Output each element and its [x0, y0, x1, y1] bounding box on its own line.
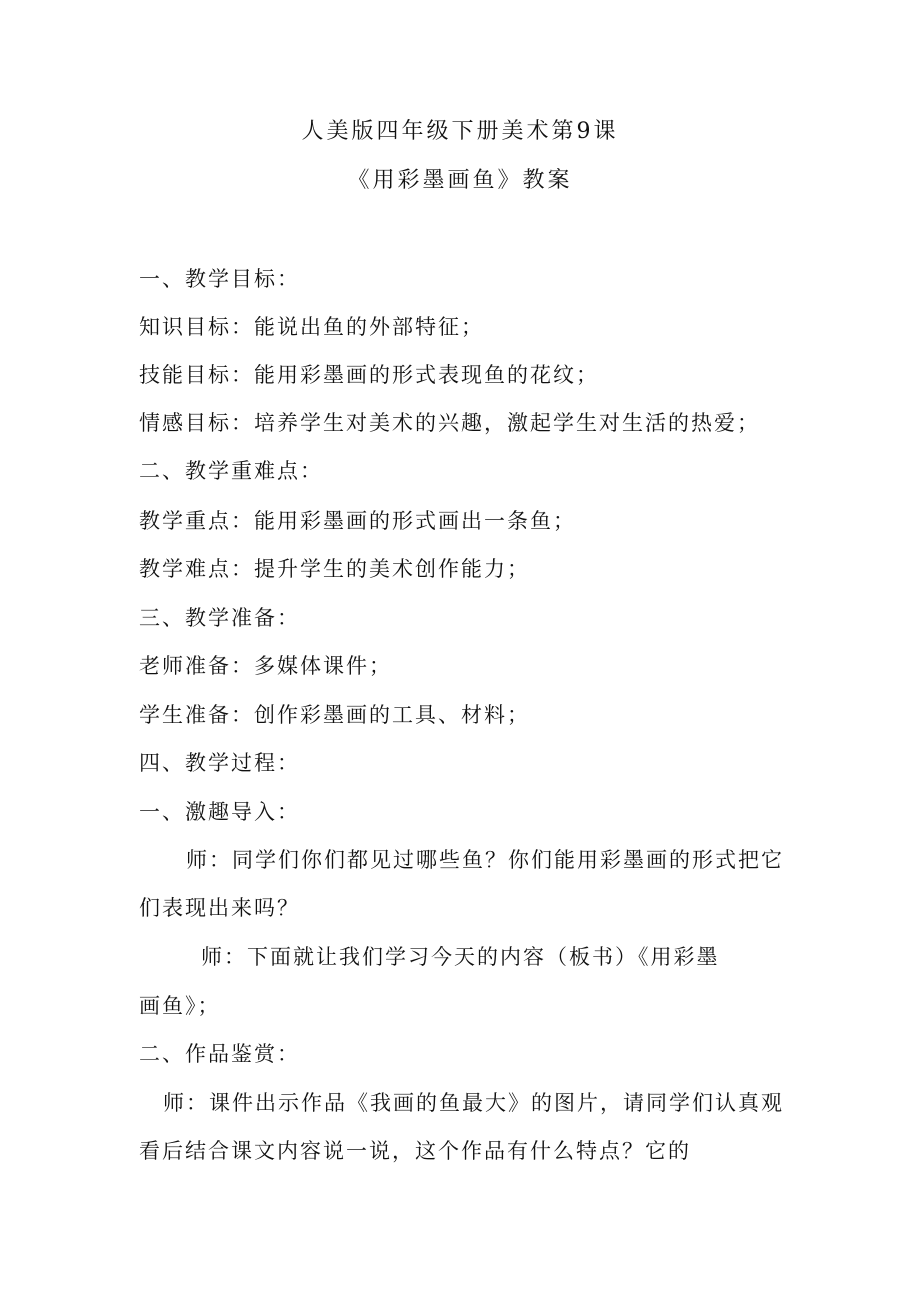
subsection-heading-appreciation: 二、作品鉴赏： [139, 1042, 300, 1066]
teacher-preparation: 老师准备：多媒体课件； [139, 654, 392, 678]
paragraph-intro-line2: 们表现出来吗？ [139, 896, 300, 920]
document-subtitle: 《用彩墨画鱼》教案 [347, 168, 573, 193]
teaching-difficulty: 教学难点：提升学生的美术创作能力； [139, 557, 530, 581]
emotion-objective: 情感目标：培养学生对美术的兴趣，激起学生对生活的热爱； [139, 411, 760, 435]
student-preparation: 学生准备：创作彩墨画的工具、材料； [139, 703, 530, 727]
section-heading-objectives: 一、教学目标： [139, 267, 300, 291]
paragraph-appreciation-line1: 师：课件出示作品《我画的鱼最大》的图片，请同学们认真观 [163, 1091, 784, 1115]
knowledge-objective: 知识目标：能说出鱼的外部特征； [139, 315, 484, 339]
subsection-heading-intro: 一、激趣导入： [139, 800, 300, 824]
document-title: 人美版四年级下册美术第9课 [301, 119, 619, 144]
section-heading-key-points: 二、教学重难点： [139, 459, 323, 483]
skill-objective: 技能目标：能用彩墨画的形式表现鱼的花纹； [139, 363, 599, 387]
paragraph-lesson-line2: 画鱼》； [139, 994, 221, 1018]
section-heading-preparation: 三、教学准备： [139, 606, 300, 630]
paragraph-intro-line1: 师：同学们你们都见过哪些鱼？你们能用彩墨画的形式把它 [186, 848, 784, 872]
section-heading-process: 四、教学过程： [139, 751, 300, 775]
paragraph-lesson-line1: 师：下面就让我们学习今天的内容（板书）《用彩墨 [201, 945, 720, 969]
paragraph-appreciation-line2: 看后结合课文内容说一说，这个作品有什么特点？它的 [139, 1139, 691, 1163]
teaching-focus: 教学重点：能用彩墨画的形式画出一条鱼； [139, 509, 576, 533]
